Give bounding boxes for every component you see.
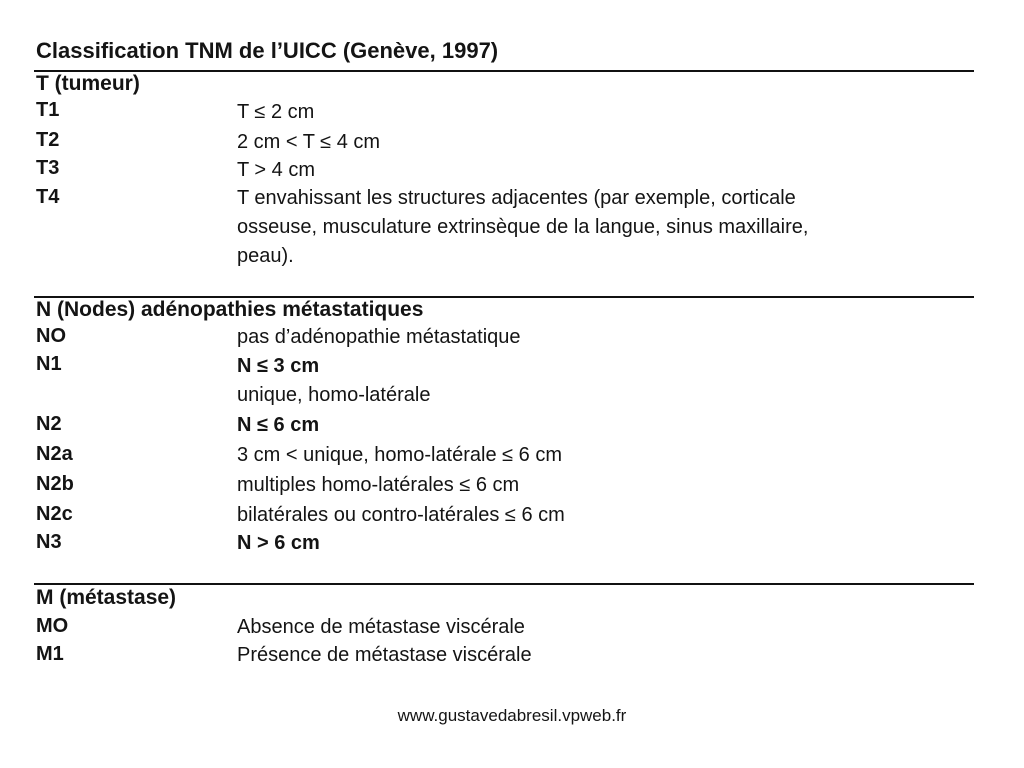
code-n2b: N2b xyxy=(36,473,74,495)
desc-n2b: multiples homo-latérales ≤ 6 cm xyxy=(237,474,520,496)
desc-n2c: bilatérales ou contro-latérales ≤ 6 cm xyxy=(237,504,565,526)
desc-n3: N > 6 cm xyxy=(237,532,320,554)
code-m0: MO xyxy=(36,615,69,637)
desc-n0: pas d’adénopathie métastatique xyxy=(237,326,521,348)
section-heading-tumeur: T (tumeur) xyxy=(36,72,140,95)
code-t4: T4 xyxy=(36,186,60,208)
desc-t4-line-3: peau). xyxy=(237,245,294,267)
code-n2a: N2a xyxy=(36,443,73,465)
desc-t4-line-1: T envahissant les structures adjacentes (par exemple, corticale xyxy=(237,187,796,209)
section-divider xyxy=(34,583,974,585)
desc-t3: T > 4 cm xyxy=(237,159,315,181)
code-n0: NO xyxy=(36,325,66,347)
section-heading-metastase: M (métastase) xyxy=(36,586,177,609)
section-heading-nodes: N (Nodes) adénopathies métastatiques xyxy=(36,298,424,321)
desc-t2: 2 cm < T ≤ 4 cm xyxy=(237,131,381,153)
desc-m0: Absence de métastase viscérale xyxy=(237,616,525,638)
desc-n2: N ≤ 6 cm xyxy=(237,414,320,436)
desc-n2a: 3 cm < unique, homo-latérale ≤ 6 cm xyxy=(237,444,563,466)
code-t3: T3 xyxy=(36,157,60,179)
footer-url: www.gustavedabresil.vpweb.fr xyxy=(397,706,627,725)
desc-m1: Présence de métastase viscérale xyxy=(237,644,532,666)
desc-t4-line-2: osseuse, musculature extrinsèque de la langue, sinus maxillaire, xyxy=(237,216,809,238)
code-m1: M1 xyxy=(36,643,64,665)
desc-n1-line-1: N ≤ 3 cm xyxy=(237,355,320,377)
desc-t1: T ≤ 2 cm xyxy=(237,101,315,123)
code-n3: N3 xyxy=(36,531,62,553)
code-t1: T1 xyxy=(36,99,60,121)
code-n1: N1 xyxy=(36,353,62,375)
section-divider xyxy=(34,70,974,72)
document-title: Classification TNM de l’UICC (Genève, 1997) xyxy=(36,38,499,63)
code-t2: T2 xyxy=(36,129,60,151)
code-n2: N2 xyxy=(36,413,62,435)
code-n2c: N2c xyxy=(36,503,73,525)
desc-n1-line-2: unique, homo-latérale xyxy=(237,384,431,406)
